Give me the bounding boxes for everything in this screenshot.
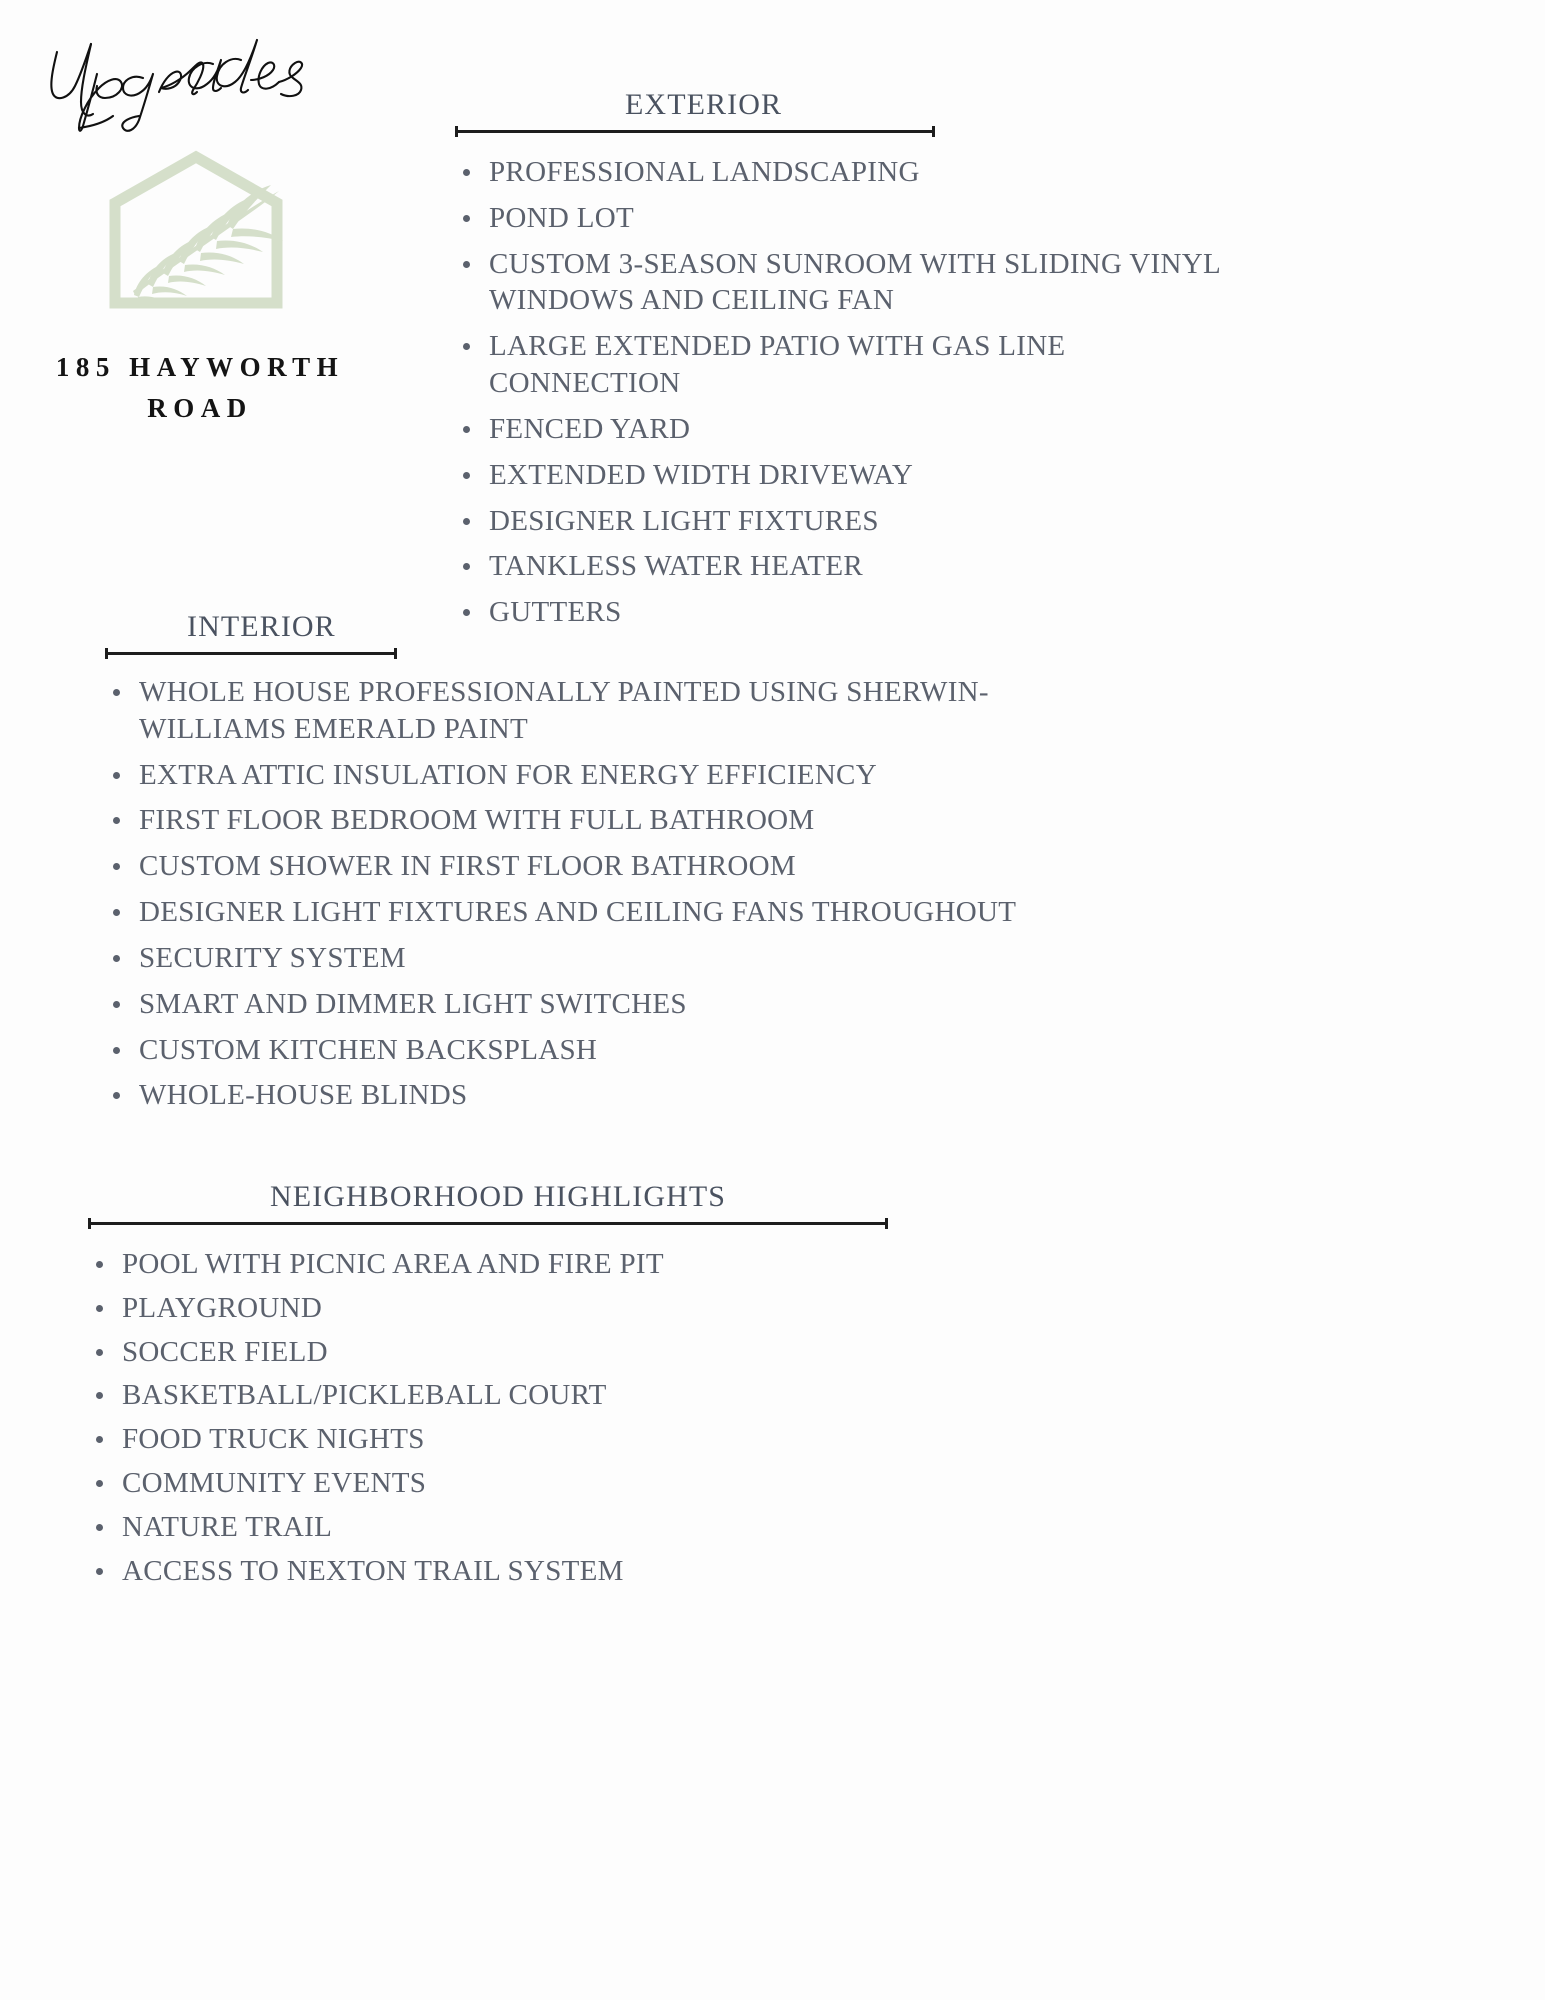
section-title-exterior: EXTERIOR: [625, 88, 783, 121]
list-item: POOL WITH PICNIC AREA AND FIRE PIT: [88, 1246, 988, 1283]
list-item: WHOLE HOUSE PROFESSIONALLY PAINTED USING SHERWIN-WILLIAMS EMERALD PAINT: [105, 674, 1115, 748]
list-item: COMMUNITY EVENTS: [88, 1465, 988, 1502]
list-item: DESIGNER LIGHT FIXTURES: [455, 503, 1225, 540]
list-item: PLAYGROUND: [88, 1290, 988, 1327]
section-title-interior: INTERIOR: [187, 610, 336, 643]
rule-bar: [105, 652, 397, 655]
property-address: 185 HAYWORTH ROAD: [55, 352, 345, 424]
list-item: PROFESSIONAL LANDSCAPING: [455, 154, 1225, 191]
section-interior: [105, 600, 1115, 1123]
list-item: EXTENDED WIDTH DRIVEWAY: [455, 457, 1225, 494]
list-item: EXTRA ATTIC INSULATION FOR ENERGY EFFICIENCY: [105, 757, 1115, 794]
fern-leaf-shape: [133, 185, 283, 304]
list-item: DESIGNER LIGHT FIXTURES AND CEILING FANS THROUGHOUT: [105, 894, 1115, 931]
list-item: SMART AND DIMMER LIGHT SWITCHES: [105, 986, 1115, 1023]
upgrades-script-title: [35, 30, 365, 135]
list-item: GUTTERS: [455, 594, 1225, 631]
list-item: SECURITY SYSTEM: [105, 940, 1115, 977]
list-item: CUSTOM 3-SEASON SUNROOM WITH SLIDING VINYL WINDOWS AND CEILING FAN: [455, 246, 1225, 320]
list-item: ACCESS TO NEXTON TRAIL SYSTEM: [88, 1553, 988, 1590]
list-item: CUSTOM SHOWER IN FIRST FLOOR BATHROOM: [105, 848, 1115, 885]
section-title-neighborhood: NEIGHBORHOOD HIGHLIGHTS: [270, 1180, 727, 1213]
section-rule-interior: [105, 648, 397, 658]
list-item: SOCCER FIELD: [88, 1334, 988, 1371]
section-rule-exterior: [455, 126, 935, 136]
list-item: CUSTOM KITCHEN BACKSPLASH: [105, 1032, 1115, 1069]
section-rule-neighborhood: [88, 1218, 888, 1228]
list-item: NATURE TRAIL: [88, 1509, 988, 1546]
rule-bar: [88, 1222, 888, 1225]
rule-bar: [455, 130, 935, 133]
neighborhood-feature-list: [88, 1246, 988, 1590]
list-item: BASKETBALL/PICKLEBALL COURT: [88, 1377, 988, 1414]
section-header-interior: [105, 600, 1115, 658]
rule-cap-right: [932, 126, 935, 137]
rule-cap-right: [885, 1218, 888, 1229]
section-neighborhood-highlights: [88, 1170, 1098, 1597]
list-item: POND LOT: [455, 200, 1225, 237]
list-item: FENCED YARD: [455, 411, 1225, 448]
exterior-feature-list: [455, 154, 1225, 631]
section-header-neighborhood: [88, 1170, 1098, 1228]
interior-feature-list: [105, 674, 1115, 1114]
rule-cap-right: [394, 648, 397, 659]
list-item: LARGE EXTENDED PATIO WITH GAS LINE CONNECTION: [455, 328, 1225, 402]
list-item: FOOD TRUCK NIGHTS: [88, 1421, 988, 1458]
house-with-fern-leaf-icon: [93, 141, 308, 321]
section-header-exterior: [455, 78, 1215, 136]
section-exterior: [455, 78, 1220, 640]
list-item: FIRST FLOOR BEDROOM WITH FULL BATHROOM: [105, 802, 1115, 839]
brand-block: [0, 30, 400, 429]
list-item: WHOLE-HOUSE BLINDS: [105, 1077, 1115, 1114]
list-item: TANKLESS WATER HEATER: [455, 548, 1225, 585]
